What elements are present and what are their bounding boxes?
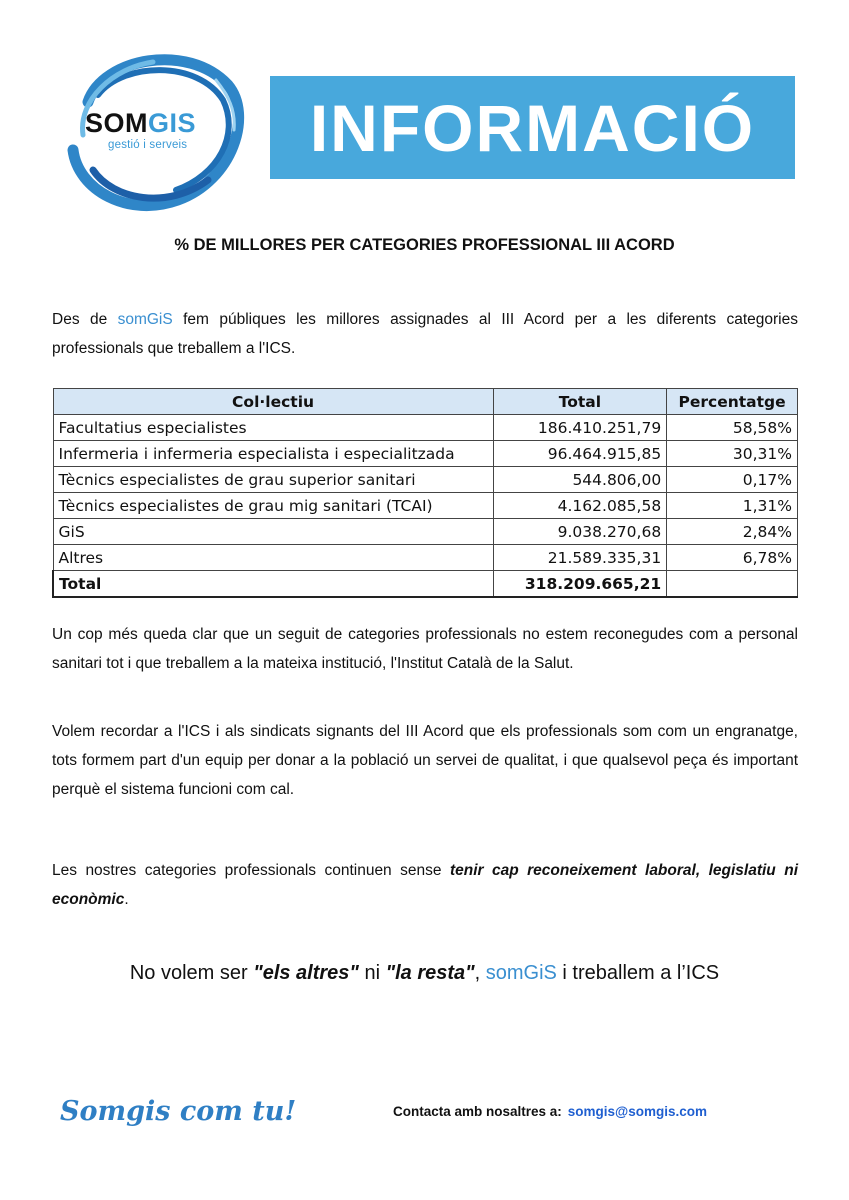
slogan-brand: somGiS: [485, 962, 557, 984]
table-row: [53, 545, 798, 571]
column-header-total: Total: [493, 389, 667, 415]
table-row: [53, 519, 798, 545]
cell-collectiu: Facultatius especialistes: [53, 415, 493, 441]
cell-total: 186.410.251,79: [493, 415, 667, 441]
table-row: [53, 415, 798, 441]
cell-percentatge: 2,84%: [667, 519, 798, 545]
cell-total: 544.806,00: [493, 467, 667, 493]
logo-wordmark: SOMGIS: [85, 108, 197, 138]
cell-collectiu: GiS: [53, 519, 493, 545]
cell-collectiu: Altres: [53, 545, 493, 571]
cell-percentatge: 58,58%: [667, 415, 798, 441]
cell-total-percent: [667, 571, 798, 598]
cell-total-value: 318.209.665,21: [493, 571, 667, 598]
cell-percentatge: 6,78%: [667, 545, 798, 571]
paragraph-reminder: Volem recordar a l'ICS i als sindicats signants del III Acord que els professionals som com un engranatge, tots formem part d'un equip per donar a la població un servei de qualitat, i que qualsevol peça és important perquè el sistema funcioni com cal.: [52, 723, 798, 798]
banner-title: INFORMACIÓ: [309, 90, 756, 165]
cell-total: 96.464.915,85: [493, 441, 667, 467]
table-row: [53, 493, 798, 519]
column-header-collectiu: Col·lectiu: [53, 389, 493, 415]
somgis-logo: [58, 40, 248, 215]
column-header-percentatge: Percentatge: [667, 389, 798, 415]
cell-total: 4.162.085,58: [493, 493, 667, 519]
contact-email-link[interactable]: somgis@somgis.com: [567, 1104, 707, 1119]
improvements-table: [52, 388, 798, 598]
cell-total-label: Total: [53, 571, 493, 598]
paragraph-recognition: Un cop més queda clar que un seguit de categories professionals no estem reconegudes com a personal sanitari tot i que treballem a la mateixa institució, l'Institut Català de la Salut.: [52, 626, 798, 672]
footer-brand: Somgis com tu!: [60, 1096, 297, 1127]
logo-subtitle: gestió i serveis: [108, 139, 188, 151]
slogan: No volem ser "els altres" ni "la resta", somGiS i treballem a l’ICS: [129, 962, 720, 984]
cell-percentatge: 1,31%: [667, 493, 798, 519]
cell-total: 21.589.335,31: [493, 545, 667, 571]
table-row: [53, 441, 798, 467]
cell-collectiu: Tècnics especialistes de grau superior sanitari: [53, 467, 493, 493]
cell-percentatge: 30,31%: [667, 441, 798, 467]
intro-paragraph: Des de somGiS fem públiques les millores assignades al III Acord per a les diferents categories professionals que treballem a l'ICS.: [52, 311, 798, 357]
emphasis-text: tenir cap reconeixement laboral, legislatiu ni econòmic: [52, 862, 798, 908]
document-title: % DE MILLORES PER CATEGORIES PROFESSIONAL III ACORD: [174, 236, 675, 254]
cell-collectiu: Tècnics especialistes de grau mig sanitari (TCAI): [53, 493, 493, 519]
info-banner: [270, 76, 795, 179]
paragraph-categories: Les nostres categories professionals continuen sense tenir cap reconeixement laboral, legislatiu ni econòmic.: [52, 862, 798, 908]
cell-total: 9.038.270,68: [493, 519, 667, 545]
brand-name: somGiS: [117, 311, 173, 328]
table-row: [53, 467, 798, 493]
cell-percentatge: 0,17%: [667, 467, 798, 493]
table-total-row: [53, 571, 798, 598]
cell-collectiu: Infermeria i infermeria especialista i especialitzada: [53, 441, 493, 467]
table-header-row: [53, 389, 798, 415]
footer-contact: [393, 1104, 707, 1119]
contact-label: Contacta amb nosaltres a:: [393, 1104, 562, 1119]
